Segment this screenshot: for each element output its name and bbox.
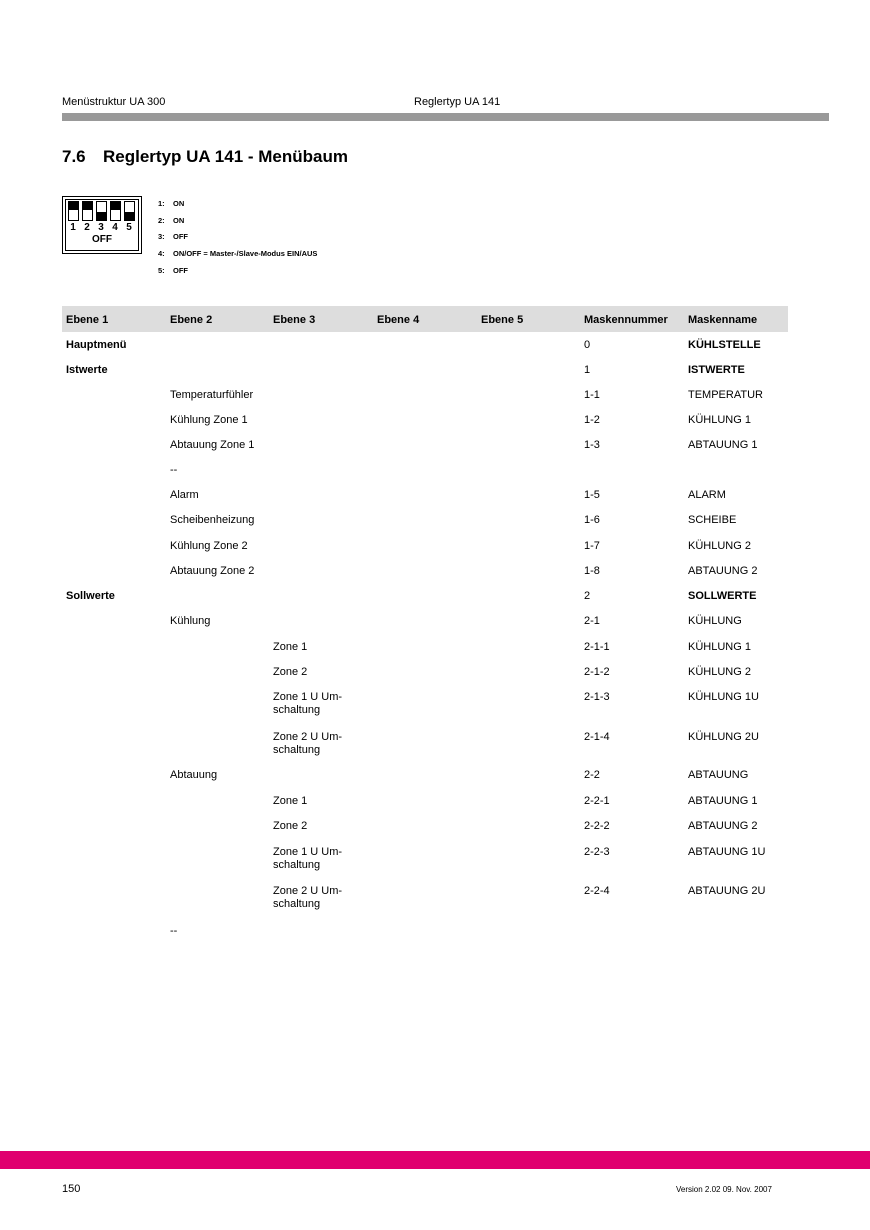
table-row bbox=[0, 590, 870, 610]
table-row bbox=[0, 731, 870, 756]
cell-maskenname: KÜHLUNG 2 bbox=[688, 540, 751, 552]
cell-maskenname: ABTAUUNG 2 bbox=[688, 565, 758, 577]
cell-maskenname: SOLLWERTE bbox=[688, 590, 757, 602]
cell-maskenname: KÜHLUNG bbox=[688, 615, 742, 627]
table-row bbox=[0, 565, 870, 585]
header-center: Reglertyp UA 141 bbox=[414, 96, 501, 108]
cell-ebene-3: Zone 1 bbox=[273, 641, 308, 653]
cell-maskenname: ABTAUUNG 2U bbox=[688, 885, 766, 897]
header-bar bbox=[62, 113, 829, 121]
dip-legend-item: 1: ON bbox=[158, 199, 185, 208]
table-row bbox=[0, 641, 870, 661]
table-row bbox=[0, 820, 870, 840]
cell-maskenname: ALARM bbox=[688, 489, 726, 501]
table-row bbox=[0, 769, 870, 789]
table-row bbox=[0, 795, 870, 815]
cell-ebene-1: Istwerte bbox=[66, 364, 108, 376]
dip-legend-item: 4: ON/OFF = Master-/Slave-Modus EIN/AUS bbox=[158, 249, 318, 259]
cell-maskennummer: 2 bbox=[584, 590, 591, 602]
cell-ebene-1: Sollwerte bbox=[66, 590, 115, 602]
table-row bbox=[0, 925, 870, 945]
cell-maskennummer: 1-3 bbox=[584, 439, 600, 451]
cell-ebene-2: -- bbox=[170, 925, 178, 937]
column-header: Maskenname bbox=[688, 314, 758, 326]
cell-maskennummer: 2-2-2 bbox=[584, 820, 610, 832]
table-row bbox=[0, 364, 870, 384]
cell-maskenname: ABTAUUNG 1U bbox=[688, 846, 766, 858]
dip-switch-4 bbox=[110, 201, 121, 221]
page-number: 150 bbox=[62, 1183, 81, 1195]
cell-maskenname: ABTAUUNG bbox=[688, 769, 749, 781]
cell-maskennummer: 2-1 bbox=[584, 615, 600, 627]
cell-maskennummer: 2-1-2 bbox=[584, 666, 610, 678]
cell-maskenname: ABTAUUNG 2 bbox=[688, 820, 758, 832]
column-header: Ebene 3 bbox=[273, 314, 316, 326]
dip-off-label: OFF bbox=[92, 234, 112, 245]
header-left: Menüstruktur UA 300 bbox=[62, 96, 166, 108]
table-row bbox=[0, 439, 870, 459]
cell-maskenname: ABTAUUNG 1 bbox=[688, 795, 758, 807]
cell-maskenname: TEMPERATUR bbox=[688, 389, 763, 401]
cell-ebene-1: Hauptmenü bbox=[66, 339, 127, 351]
cell-ebene-2: Abtauung Zone 1 bbox=[170, 439, 255, 451]
table-row bbox=[0, 489, 870, 509]
dip-legend-item: 3: OFF bbox=[158, 232, 188, 242]
cell-ebene-3: Zone 2 U Um- schaltung bbox=[273, 731, 343, 756]
dip-legend bbox=[158, 198, 317, 281]
cell-maskennummer: 2-2-1 bbox=[584, 795, 610, 807]
table-row bbox=[0, 885, 870, 910]
cell-ebene-2: Kühlung Zone 1 bbox=[170, 414, 248, 426]
cell-maskennummer: 2-2-3 bbox=[584, 846, 610, 858]
dip-switch-icon bbox=[62, 196, 142, 254]
dip-number: 5 bbox=[126, 222, 132, 233]
dip-legend-item: 2: ON bbox=[158, 215, 185, 225]
section-number: 7.6 bbox=[62, 147, 86, 166]
cell-maskenname: KÜHLUNG 1U bbox=[688, 691, 759, 703]
table-row bbox=[0, 540, 870, 560]
cell-maskenname: KÜHLUNG 1 bbox=[688, 641, 751, 653]
cell-ebene-2: Scheibenheizung bbox=[170, 514, 255, 526]
table-row bbox=[0, 514, 870, 534]
table-row bbox=[0, 846, 870, 871]
section-title: Reglertyp UA 141 - Menübaum bbox=[103, 147, 348, 166]
dip-number: 3 bbox=[98, 222, 104, 233]
footer-bar bbox=[0, 1151, 870, 1169]
cell-maskennummer: 2-1-1 bbox=[584, 641, 610, 653]
cell-maskennummer: 1-5 bbox=[584, 489, 600, 501]
dip-number: 1 bbox=[70, 222, 76, 233]
cell-ebene-3: Zone 2 U Um- schaltung bbox=[273, 885, 343, 910]
cell-maskenname: ISTWERTE bbox=[688, 364, 745, 376]
page-title bbox=[62, 147, 348, 167]
cell-ebene-3: Zone 2 bbox=[273, 820, 308, 832]
cell-ebene-2: Abtauung Zone 2 bbox=[170, 565, 255, 577]
cell-ebene-2: Kühlung Zone 2 bbox=[170, 540, 248, 552]
cell-maskennummer: 1 bbox=[584, 364, 591, 376]
dip-legend-item: 5: OFF bbox=[158, 265, 188, 275]
cell-maskennummer: 1-6 bbox=[584, 514, 600, 526]
cell-maskenname: KÜHLUNG 1 bbox=[688, 414, 751, 426]
dip-switch-5 bbox=[124, 201, 135, 221]
cell-ebene-3: Zone 2 bbox=[273, 666, 308, 678]
cell-ebene-3: Zone 1 U Um- schaltung bbox=[273, 846, 343, 871]
cell-maskenname: KÜHLUNG 2U bbox=[688, 731, 759, 743]
table-header bbox=[62, 306, 788, 332]
table-row bbox=[0, 414, 870, 434]
cell-maskenname: ABTAUUNG 1 bbox=[688, 439, 758, 451]
cell-maskennummer: 2-1-4 bbox=[584, 731, 610, 743]
table-row bbox=[0, 691, 870, 716]
table-row bbox=[0, 615, 870, 635]
cell-ebene-2: Alarm bbox=[170, 489, 199, 501]
column-header: Ebene 4 bbox=[377, 314, 420, 326]
cell-ebene-2: Abtauung bbox=[170, 769, 218, 781]
cell-maskennummer: 0 bbox=[584, 339, 591, 351]
cell-ebene-2: Temperaturfühler bbox=[170, 389, 254, 401]
cell-maskenname: KÜHLSTELLE bbox=[688, 339, 761, 351]
column-header: Maskennummer bbox=[584, 314, 668, 326]
cell-maskennummer: 1-7 bbox=[584, 540, 600, 552]
cell-maskenname: SCHEIBE bbox=[688, 514, 737, 526]
column-header: Ebene 1 bbox=[66, 314, 109, 326]
cell-maskennummer: 1-1 bbox=[584, 389, 600, 401]
column-header: Ebene 5 bbox=[481, 314, 524, 326]
cell-maskennummer: 2-1-3 bbox=[584, 691, 610, 703]
table-row bbox=[0, 339, 870, 359]
table-row bbox=[0, 389, 870, 409]
dip-number: 2 bbox=[84, 222, 90, 233]
table-row bbox=[0, 464, 870, 484]
cell-ebene-2: -- bbox=[170, 464, 178, 476]
cell-maskennummer: 1-2 bbox=[584, 414, 600, 426]
cell-maskennummer: 1-8 bbox=[584, 565, 600, 577]
cell-maskennummer: 2-2 bbox=[584, 769, 600, 781]
cell-maskennummer: 2-2-4 bbox=[584, 885, 610, 897]
dip-number: 4 bbox=[112, 222, 118, 233]
cell-ebene-3: Zone 1 bbox=[273, 795, 308, 807]
table-row bbox=[0, 666, 870, 686]
column-header: Ebene 2 bbox=[170, 314, 213, 326]
version-info: Version 2.02 09. Nov. 2007 bbox=[676, 1185, 772, 1194]
dip-switch-1 bbox=[68, 201, 79, 221]
dip-switch-3 bbox=[96, 201, 107, 221]
cell-ebene-2: Kühlung bbox=[170, 615, 211, 627]
cell-ebene-3: Zone 1 U Um- schaltung bbox=[273, 691, 343, 716]
dip-switch-2 bbox=[82, 201, 93, 221]
cell-maskenname: KÜHLUNG 2 bbox=[688, 666, 751, 678]
